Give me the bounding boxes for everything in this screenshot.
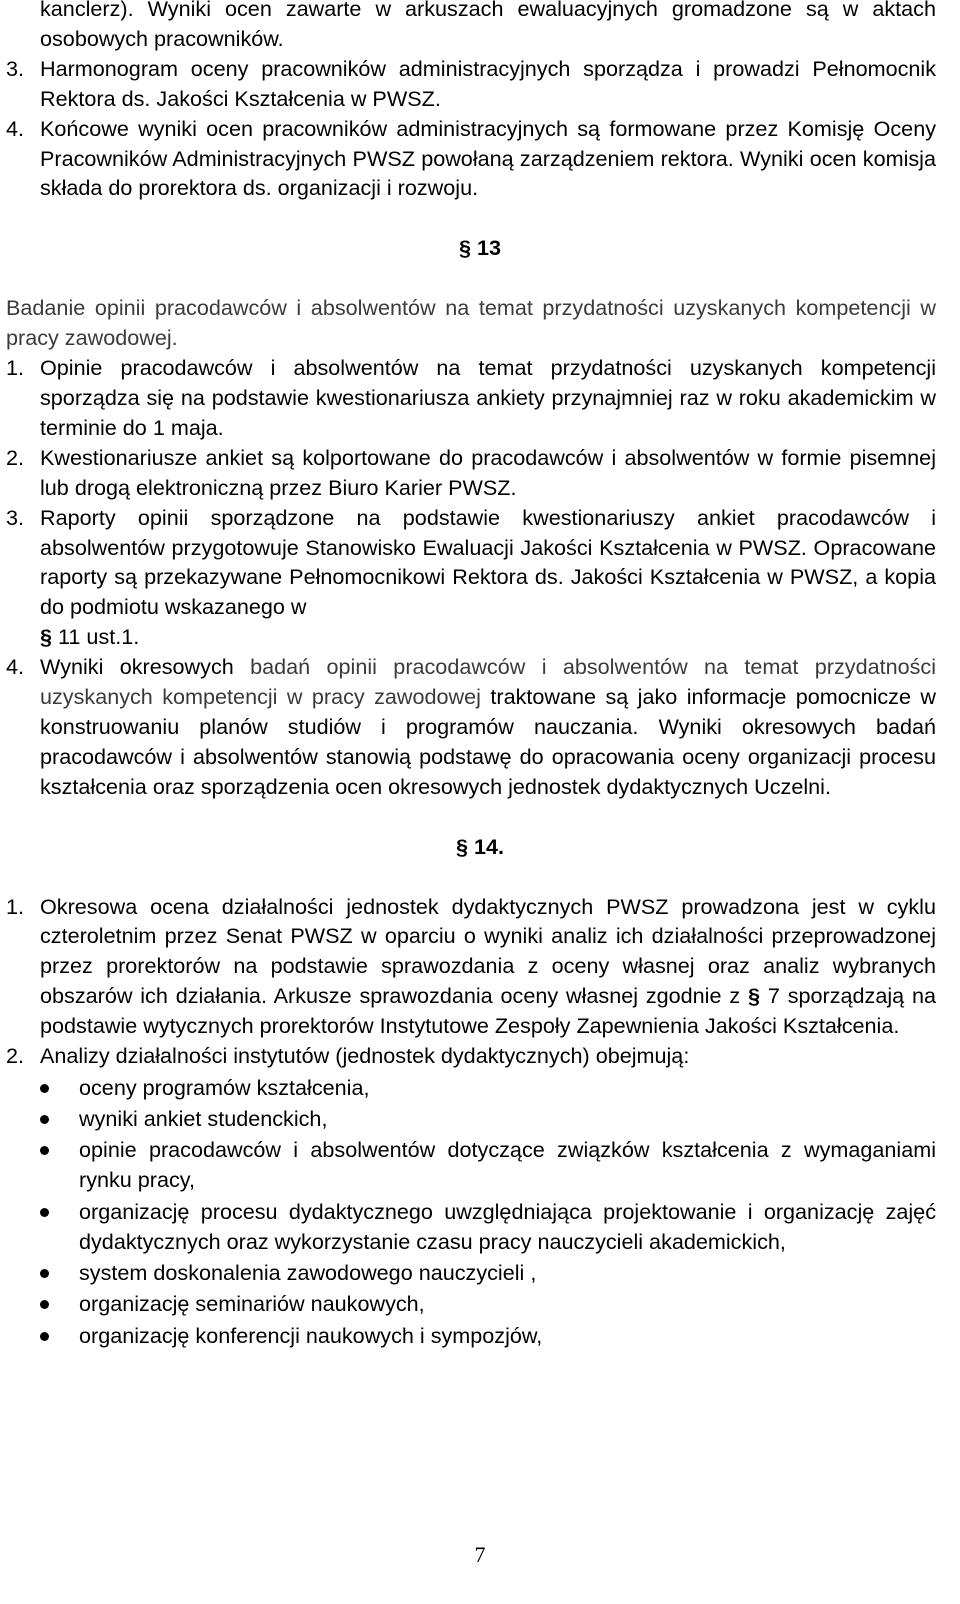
item-text: Kwestionariusze ankiet są kolportowane do pracodawców i absolwentów w formie pisemnej lub drogą elektroniczną przez Biuro Karier PWSZ. [40, 444, 936, 500]
list-item-text: organizację procesu dydaktycznego uwzględniająca projektowanie i organizację zajęć dydaktycznych oraz wykorzystanie czasu pracy nauczycieli akademickich, [79, 1198, 936, 1254]
section12-item-4 [0, 114, 960, 204]
item-text-c: traktowane są jako informacje pomocnicze w konstruowaniu planów studiów i programów nauczania. Wyniki okresowych badań pracodawców i absolwentów stanowią podstawę do opracowania oceny organizacji procesu kształcenia oraz sporządzenia ocen okresowych jednostek dydaktycznych Uczelni. [40, 684, 936, 799]
item-number: 2. [6, 444, 25, 470]
list-item-text: opinie pracodawców i absolwentów dotyczące związków kształcenia z wymaganiami rynku pracy, [79, 1137, 936, 1193]
item-text: Raporty opinii sporządzone na podstawie kwestionariuszy ankiet pracodawców i absolwentów przygotowuje Stanowisko Ewaluacji Jakości Kształcenia w PWSZ. Opracowane raporty są przekazywane Pełnomocnikowi Rektora ds. Jakości Kształcenia w PWSZ, a kopia do podmiotu wskazanego w [40, 504, 936, 620]
section-sign: § [458, 235, 471, 261]
analysis-bullet-list [0, 1073, 960, 1351]
item-text: Harmonogram oceny pracowników administracyjnych sporządza i prowadzi Pełnomocnik Rektora ds. Jakości Kształcenia w PWSZ. [40, 55, 936, 111]
item-number: 4. [6, 654, 25, 680]
item-number: 2. [6, 1043, 25, 1069]
item-number: 4. [6, 115, 25, 141]
list-item [0, 1258, 960, 1288]
section-sign: § [40, 624, 53, 650]
item-number: 1. [6, 355, 25, 381]
item-number: 3. [6, 55, 25, 81]
section14-item-2 [0, 1041, 960, 1071]
bullet-icon [40, 1208, 49, 1217]
list-item [0, 1104, 960, 1134]
item-text-after: 7 sporządzają na podstawie wytycznych prorektorów Instytutowe Zespoły Zapewnienia Jakości Kształcenia. [40, 983, 936, 1039]
bullet-icon [40, 1300, 49, 1309]
section14-item-1 [0, 892, 960, 1042]
list-item-text: oceny programów kształcenia, [79, 1074, 370, 1100]
item-text: Końcowe wyniki ocen pracowników administracyjnych są formowane przez Komisję Oceny Pracowników Administracyjnych PWSZ powołaną zarządzeniem rektora. Wyniki ocen komisja składa do prorektora ds. organizacji i rozwoju. [40, 115, 936, 201]
item-number: 3. [6, 504, 25, 530]
item-number: 1. [6, 893, 25, 919]
section13-item-2 [0, 443, 960, 503]
bullet-icon [40, 1115, 49, 1124]
section12-item-3 [0, 54, 960, 114]
continuation-paragraph [0, 0, 960, 54]
item-text: Analizy działalności instytutów (jednostek dydaktycznych) obejmują: [40, 1043, 690, 1069]
list-item-text: wyniki ankiet studenckich, [79, 1105, 328, 1131]
page-number: 7 [474, 1542, 486, 1567]
bullet-icon [40, 1332, 49, 1341]
section13-intro-text: Badanie opinii pracodawców i absolwentów na temat przydatności uzyskanych kompetencji w pracy zawodowej. [6, 295, 936, 351]
section13-item-4 [0, 652, 960, 802]
list-item [0, 1073, 960, 1103]
section-sign: § [455, 833, 468, 859]
list-item-text: system doskonalenia zawodowego nauczycieli , [79, 1259, 537, 1285]
section13-intro [0, 293, 960, 353]
bullet-icon [40, 1146, 49, 1155]
section13-heading [0, 233, 960, 263]
section13-item-3 [0, 503, 960, 653]
bullet-icon [40, 1269, 49, 1278]
item-text: Okresowa ocena działalności jednostek dydaktycznych PWSZ prowadzona jest w cyklu czteroletnim przez Senat PWSZ w oparciu o wyniki analiz ich działalności przeprowadzonej przez prorektorów na podstawie sprawozdania z oceny własnej oraz analiz wybranych obszarów ich działania. Arkusze sprawozdania oceny własnej zgodnie z [40, 893, 936, 1009]
bullet-icon [40, 1084, 49, 1093]
item-text-a: Wyniki okresowych [40, 654, 234, 680]
section14-heading [0, 832, 960, 862]
continuation-text: kanclerz). Wyniki ocen zawarte w arkuszach ewaluacyjnych gromadzone są w aktach osobowych pracowników. [40, 0, 936, 51]
section-number: 13 [476, 235, 502, 261]
list-item-text: organizację konferencji naukowych i sympozjów, [79, 1322, 543, 1348]
item-text: Opinie pracodawców i absolwentów na temat przydatności uzyskanych kompetencji sporządza się na podstawie kwestionariusza ankiety przynajmniej raz w roku akademickim w terminie do 1 maja. [40, 355, 936, 440]
list-item [0, 1321, 960, 1351]
section-number: 14. [473, 833, 505, 859]
list-item [0, 1197, 960, 1257]
list-item [0, 1135, 960, 1195]
list-item-text: organizację seminariów naukowych, [79, 1291, 425, 1317]
section-sign: § [747, 983, 760, 1009]
section13-item-1 [0, 353, 960, 443]
item-text-b: badań opinii pracodawców i absolwentów na temat przydatności uzyskanych kompetencji w pracy zawodowej [40, 654, 936, 710]
item-text-after: 11 ust.1. [58, 624, 140, 650]
list-item [0, 1289, 960, 1319]
